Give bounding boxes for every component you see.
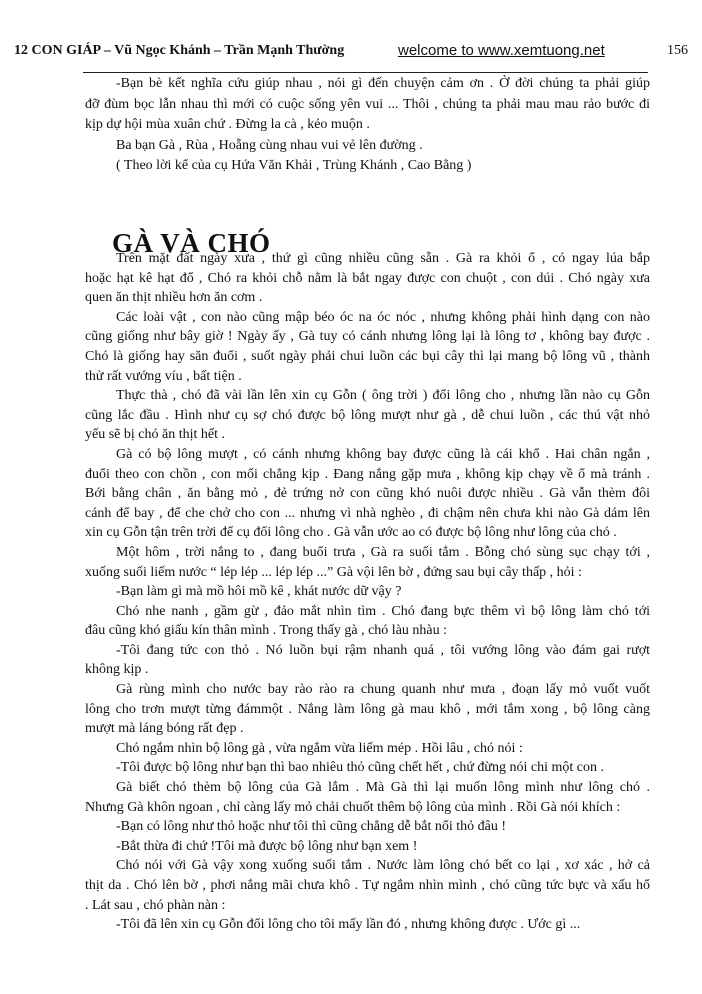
text-line: quen ăn thịt nhiều hơn ăn cơm . xyxy=(85,290,263,306)
paragraph xyxy=(85,249,650,308)
text-line: xin cụ Gỗn tận trên trời để cụ đổi lông cho . Gà vẫn ước ao có được bộ lông như lông của chó . xyxy=(85,525,617,541)
paragraph xyxy=(85,778,650,817)
paragraph xyxy=(85,386,650,445)
text-line: thử rất vướng víu , bất tiện . xyxy=(85,368,242,384)
paragraph xyxy=(85,308,650,386)
text-line: Chó nói với Gà vậy xong xuống suối tắm . Nước làm lông chó bết co lại , xơ xác , hở cả xyxy=(116,858,650,874)
text-line: -Bạn bè kết nghĩa cứu giúp nhau , nói gì đến chuyện cảm ơn . Ở đời chúng ta phải giúp xyxy=(116,76,650,91)
text-line: Một hôm , trời nắng to , đang buổi trưa , Gà ra suối tắm . Bỗng chó sùng sục chạy tới , xyxy=(116,544,650,560)
story-body xyxy=(85,249,650,935)
paragraph xyxy=(85,680,650,739)
text-line: lông cho trơn mượt từng đámmột . Nắng làm lông gà mau khô , mới tắm xong , bộ lông càng xyxy=(85,701,650,717)
text-line: đâu cũng khó giấu kín thân mình . Trong thấy gà , chó làu nhàu : xyxy=(85,623,448,639)
previous-story-end xyxy=(85,74,650,177)
header-divider xyxy=(83,72,648,73)
paragraph xyxy=(85,582,650,602)
text-line: Thực thà , chó đã vài lần lên xin cụ Gỗn ( ông trời ) đổi lông cho , nhưng lần nào cụ Gỗn xyxy=(116,388,650,404)
text-line: Các loài vật , con nào cũng mập béo óc na óc nóc , nhưng không phải hình dạng con nào xyxy=(116,309,650,325)
text-line: thịt da . Chó lên bờ , phơi nắng mãi chưa khô . Tự ngắm nhìn mình , chó cũng tức bực và xấu hổ xyxy=(85,878,650,893)
text-line: Gà có bộ lông mượt , có cánh nhưng không bay được cũng là cái khổ . Hai chân ngắn , xyxy=(116,446,650,462)
text-line: -Bắt thừa đi chứ !Tôi mà được bộ lông như bạn xem ! xyxy=(116,838,418,854)
text-line: cũng giống như bây giờ ! Ngày ấy , Gà tuy có cánh nhưng lông lại là lông tơ , không bay được . xyxy=(85,329,650,345)
text-line: hoặc hạt kê hạt đổ , Chó ra khỏi chỗ nằm là bắt ngay được con chuột , con dúi . Chó ngày xưa xyxy=(85,270,650,286)
paragraph xyxy=(85,74,650,136)
text-line: Gà rùng mình cho nước bay rào rào ra chung quanh như mưa , đoạn lấy mỏ vuốt vuốt xyxy=(116,682,650,698)
paragraph xyxy=(85,856,650,915)
text-line: đỡ đùm bọc lẫn nhau thì mới có cuộc sống yên vui ... Thôi , chúng ta phải mau mau rảo bước đi xyxy=(85,96,650,112)
paragraph xyxy=(85,641,650,680)
text-line: -Bạn làm gì mà mồ hôi mồ kê , khát nước dữ vậy ? xyxy=(116,584,402,600)
paragraph xyxy=(85,136,650,157)
paragraph xyxy=(85,602,650,641)
text-line: -Bạn có lông như thỏ hoặc như tôi thì cũng chẳng dễ bắt nổi thỏ đâu ! xyxy=(116,819,506,835)
text-line: -Tôi đang tức con thỏ . Nó luồn bụi rậm nhanh quá , tôi vướng lông vào đám gai rượt xyxy=(116,642,650,658)
text-line: Nhưng Gà khôn ngoan , chỉ càng lấy mỏ chải chuốt thêm bộ lông của mình . Rồi Gà nói khích : xyxy=(85,799,621,815)
text-line: . Lát sau , chó phàn nàn : xyxy=(85,897,226,913)
text-line: đuổi theo con chồn , con mối chẳng kịp . Đang nắng gặp mưa , không kịp chạy về ổ mà tránh . xyxy=(85,466,650,482)
paragraph xyxy=(85,445,650,543)
paragraph xyxy=(85,739,650,759)
page-number: 156 xyxy=(667,43,688,58)
text-line: mượt mà láng bóng rất đẹp . xyxy=(85,721,244,737)
story-title: GÀ VÀ CHÓ xyxy=(112,228,271,258)
text-line: ( Theo lời kể của cụ Hứa Văn Khải , Trùng Khánh , Cao Bằng ) xyxy=(116,158,472,173)
text-line: xuống suối liếm nước “ lép lép ... lép lép ...” Gà vội lên bờ , đứng sau bụi cây thấp , hỏi : xyxy=(85,564,582,580)
text-line: Trên mặt đất ngày xưa , thứ gì cũng nhiều cũng sẵn . Gà ra khỏi ổ , có ngay lúa bắp xyxy=(116,251,650,266)
text-line: -Tôi được bộ lông như bạn thì bao nhiêu thỏ cũng chết hết , chứ đừng nói chi một con . xyxy=(116,760,604,776)
text-line: Chó ngắm nhìn bộ lông gà , vừa ngắm vừa liếm mép . Hồi lâu , chó nói : xyxy=(116,740,523,756)
paragraph xyxy=(85,837,650,857)
paragraph xyxy=(85,817,650,837)
text-line: cánh để bay , để che chở cho con ... nhưng vì nhà nghèo , đi chậm nên chưa khi nào Gà dám lên xyxy=(85,505,650,521)
text-line: kịp dự hội mùa xuân chứ . Đừng la cà , kẻo muộn . xyxy=(85,117,370,132)
text-line: cũng lắc đầu . Hình như cụ sợ chó được bộ lông mượt như gà , dễ chui luồn , các thú vật nhỏ xyxy=(85,407,650,423)
paragraph xyxy=(85,156,650,177)
paragraph xyxy=(85,915,650,935)
text-line: Chó nhe nanh , gầm gừ , đảo mắt nhìn tìm . Chó đang bực thêm vì bộ lông làm chó tới xyxy=(116,603,650,619)
website-link[interactable]: welcome to www.xemtuong.net xyxy=(398,42,605,59)
paragraph xyxy=(85,543,650,582)
book-title: 12 CON GIÁP – Vũ Ngọc Khánh – Trần Mạnh Thường xyxy=(14,43,345,58)
text-line: Chó là giống hay săn đuổi , suốt ngày phải chui luồn các bụi cây thì lại mang bộ lông vũ , thành xyxy=(85,348,650,364)
paragraph xyxy=(85,758,650,778)
text-line: Ba bạn Gà , Rùa , Hoẵng cùng nhau vui vẻ lên đường . xyxy=(116,137,423,153)
text-line: không kịp . xyxy=(85,662,149,678)
text-line: Bới bằng chân , ăn bằng mỏ , đẻ trứng nở con cũng khó nuôi được nhiều . Gà vẫn thèm đôi xyxy=(85,486,650,502)
text-line: Gà biết chó thèm bộ lông của Gà lắm . Mà Gà thì lại muốn lông mình như lông chó . xyxy=(116,780,650,796)
text-line: yếu sẽ bị chó ăn thịt hết . xyxy=(85,427,225,443)
text-line: -Tôi đã lên xin cụ Gỗn đổi lông cho tôi mấy lần đó , nhưng không được . Ước gì ... xyxy=(116,917,581,933)
